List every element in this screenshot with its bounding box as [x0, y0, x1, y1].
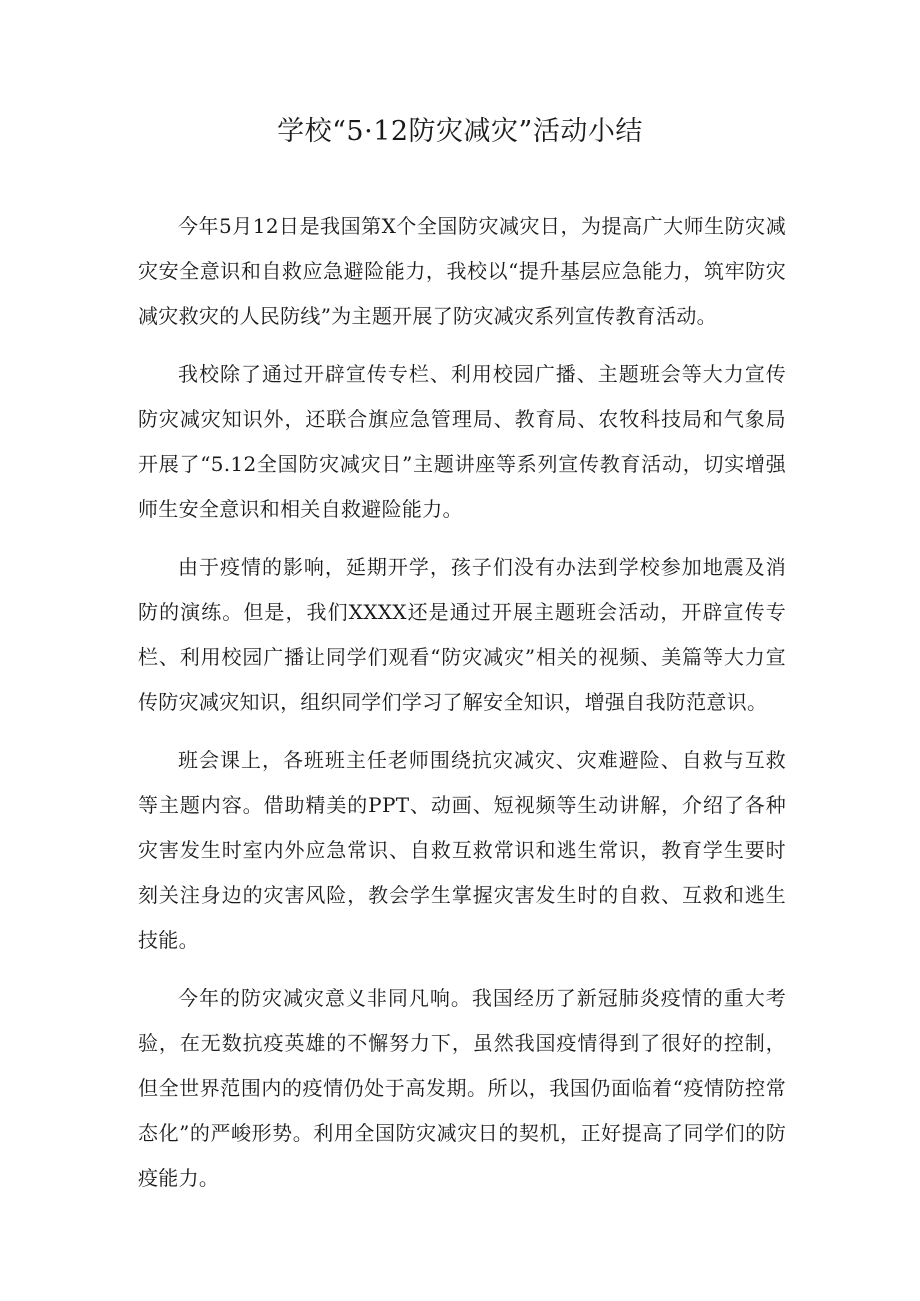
document-body — [138, 204, 786, 1214]
document-title: 学校“5·12防灾减灾”活动小结 — [277, 116, 643, 147]
paragraph-5: 今年的防灾减灾意义非同凡响。我国经历了新冠肺炎疫情的重大考验，在无数抗疫英雄的不懈努力下，虽然我国疫情得到了很好的控制，但全世界范围内的疫情仍处于高发期。所以，我国仍面临着“疫情防控常态化”的严峻形势。利用全国防灾减灾日的契机，正好提高了同学们的防疫能力。 — [138, 986, 786, 1190]
paragraph-2: 我校除了通过开辟宣传专栏、利用校园广播、主题班会等大力宣传防灾减灾知识外，还联合旗应急管理局、教育局、农牧科技局和气象局开展了“5.12全国防灾减灾日”主题讲座等系列宣传教育活动，切实增强师生安全意识和相关自救避险能力。 — [138, 362, 786, 521]
paragraph-3: 由于疫情的影响，延期开学，孩子们没有办法到学校参加地震及消防的演练。但是，我们XXXX还是通过开展主题班会活动，开辟宣传专栏、利用校园广播让同学们观看“防灾减灾”相关的视频、美篇等大力宣传防灾减灾知识，组织同学们学习了解安全知识，增强自我防范意识。 — [138, 555, 786, 714]
paragraph-1: 今年5月12日是我国第X个全国防灾减灾日，为提高广大师生防灾减灾安全意识和自救应急避险能力，我校以“提升基层应急能力，筑牢防灾减灾救灾的人民防线”为主题开展了防灾减灾系列宣传教育活动。 — [138, 214, 786, 328]
paragraph-4: 班会课上，各班班主任老师围绕抗灾减灾、灾难避险、自救与互救等主题内容。借助精美的PPT、动画、短视频等生动讲解，介绍了各种灾害发生时室内外应急常识、自救互救常识和逃生常识，教育学生要时刻关注身边的灾害风险，教会学生掌握灾害发生时的自救、互救和逃生技能。 — [138, 748, 786, 952]
